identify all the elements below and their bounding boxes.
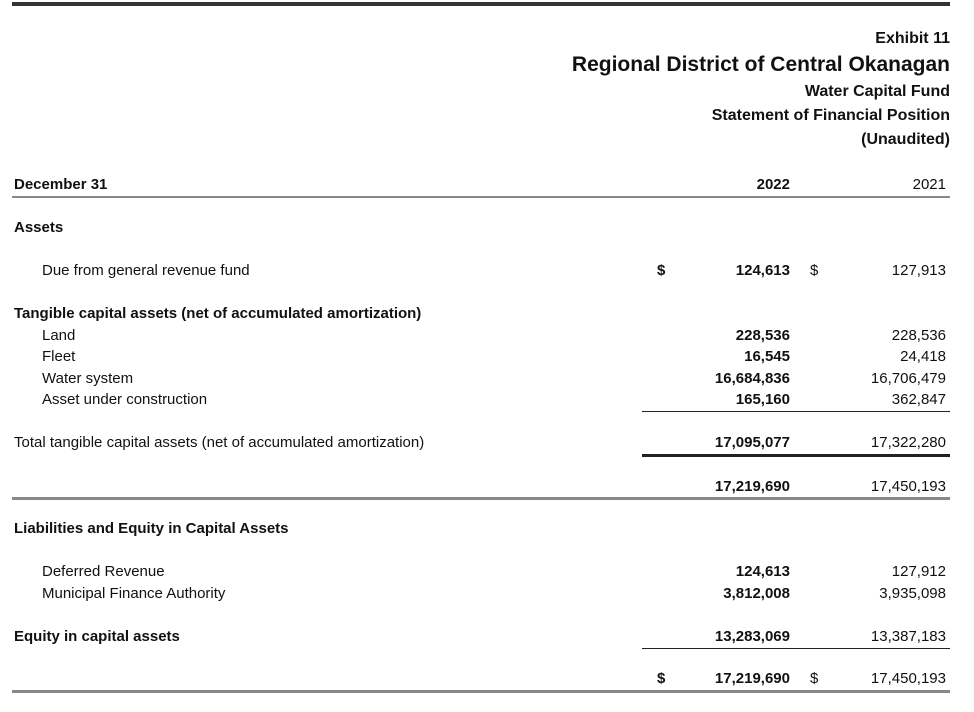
assets-heading: Assets [14, 219, 64, 236]
final-total-rule [12, 690, 950, 693]
total-tangible-2022: 17,095,077 [714, 434, 790, 451]
equity-2022: 13,283,069 [714, 628, 790, 645]
land-2022: 228,536 [735, 327, 790, 344]
deferred-revenue-label: Deferred Revenue [42, 563, 165, 580]
mfa-2021: 3,935,098 [879, 585, 946, 602]
column-header-2021: 2021 [912, 176, 946, 193]
currency-symbol: $ [657, 670, 666, 687]
exhibit-number: Exhibit 11 [875, 30, 950, 47]
fleet-label: Fleet [42, 348, 76, 365]
total-liabilities-equity-2022: 17,219,690 [714, 670, 790, 687]
total-liabilities-equity-2021: 17,450,193 [870, 670, 946, 687]
total-assets-rule [12, 497, 950, 500]
equity-label: Equity in capital assets [14, 628, 180, 645]
mfa-label: Municipal Finance Authority [42, 585, 226, 602]
equity-2021: 13,387,183 [870, 628, 946, 645]
water-system-2022: 16,684,836 [714, 370, 790, 387]
currency-symbol: $ [810, 670, 819, 687]
currency-symbol: $ [810, 262, 819, 279]
land-label: Land [42, 327, 76, 344]
statement-title: Statement of Financial Position [711, 107, 950, 124]
organization-name: Regional District of Central Okanagan [571, 53, 950, 76]
fund-name: Water Capital Fund [804, 83, 950, 100]
due-from-general-2021: 127,913 [891, 262, 946, 279]
tangible-assets-heading: Tangible capital assets (net of accumulated amortization) [14, 305, 422, 322]
total-assets-2021: 17,450,193 [870, 478, 946, 495]
total-tangible-label: Total tangible capital assets (net of accumulated amortization) [14, 434, 425, 451]
liabilities-heading: Liabilities and Equity in Capital Assets [14, 520, 289, 537]
due-from-general-label: Due from general revenue fund [42, 262, 250, 279]
due-from-general-2022: 124,613 [735, 262, 790, 279]
column-label-date: December 31 [14, 176, 108, 193]
mfa-2022: 3,812,008 [723, 585, 790, 602]
report-header [572, 28, 950, 152]
audit-status: (Unaudited) [861, 131, 950, 148]
column-header-rule [12, 196, 950, 198]
asset-under-construction-2021: 362,847 [891, 391, 946, 408]
fleet-2022: 16,545 [744, 348, 790, 365]
top-rule [12, 2, 950, 6]
asset-under-construction-label: Asset under construction [42, 391, 208, 408]
total-tangible-2021: 17,322,280 [870, 434, 946, 451]
fleet-2021: 24,418 [900, 348, 946, 365]
deferred-revenue-2021: 127,912 [891, 563, 946, 580]
currency-symbol: $ [657, 262, 666, 279]
asset-under-construction-2022: 165,160 [735, 391, 790, 408]
subtotal-rule [642, 411, 950, 412]
water-system-2021: 16,706,479 [870, 370, 946, 387]
land-2021: 228,536 [891, 327, 946, 344]
equity-rule [642, 648, 950, 649]
total-assets-2022: 17,219,690 [714, 478, 790, 495]
column-header-2022: 2022 [756, 176, 790, 193]
total-tangible-rule [642, 454, 950, 457]
water-system-label: Water system [42, 370, 134, 387]
deferred-revenue-2022: 124,613 [735, 563, 790, 580]
